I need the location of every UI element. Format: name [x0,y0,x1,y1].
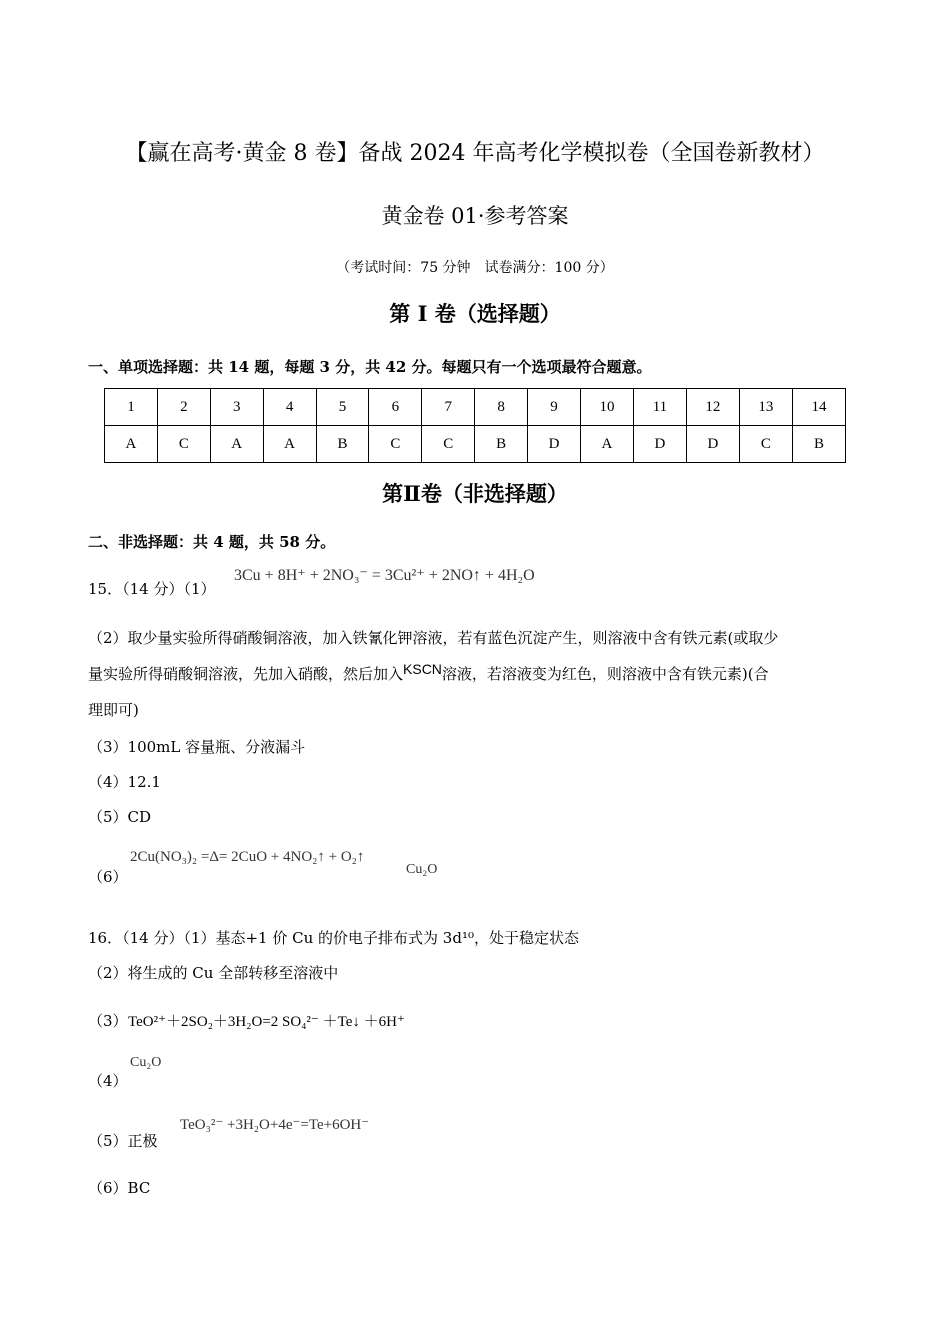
answer-cell: D [633,426,686,463]
q15-answer-4: （4）12.1 [88,773,161,791]
answer-cell: C [422,426,475,463]
q15-answer-6-label: （6） [88,868,128,886]
answer-table-answer-row [105,426,846,463]
q16-answer-3-label: （3） [88,1012,128,1030]
part1-title: 第 I 卷（选择题） [389,301,561,326]
answer-table [104,388,846,463]
q15-answer-2-text-b: 溶液，若溶液变为红色，则溶液中含有铁元素)(合 [441,665,769,683]
answer-cell: A [210,426,263,463]
question-number: 12 [686,389,739,426]
question-number: 1 [105,389,158,426]
answer-cell: C [369,426,422,463]
question-number: 2 [157,389,210,426]
answer-cell: B [792,426,845,463]
q15-answer-2-line-2 [88,663,769,684]
answer-table-number-row [105,389,846,426]
document-subtitle: 黄金卷 01·参考答案 [381,204,569,228]
question-number: 7 [422,389,475,426]
answer-cell: A [263,426,316,463]
question-number: 5 [316,389,369,426]
kscn-formula: KSCN [403,661,442,677]
question-number: 10 [580,389,633,426]
answer-cell: C [157,426,210,463]
q15-answer-6-equation: 2Cu(NO₃)₂ =Δ= 2CuO + 4NO₂↑ + O₂↑ [130,849,365,865]
question-number: 6 [369,389,422,426]
q16-answer-2: （2）将生成的 Cu 全部转移至溶液中 [88,964,339,982]
q16-answer-3-equation: TeO²⁺＋2SO₂＋3H₂O=2 SO₄²⁻ ＋Te↓ ＋6H⁺ [128,1014,405,1030]
q15-answer-2-line-1: （2）取少量实验所得硝酸铜溶液，加入铁氰化钾溶液，若有蓝色沉淀产生，则溶液中含有铁元素(或取少 [88,629,779,647]
question-number: 4 [263,389,316,426]
answer-cell: B [475,426,528,463]
q15-answer-5: （5）CD [88,808,152,826]
part2-title: 第Ⅱ卷（非选择题） [382,481,568,506]
q16-answer-5-label: （5）正极 [88,1132,158,1150]
question-number: 8 [475,389,528,426]
q15-label: 15．（14 分）（1） [88,580,216,598]
answer-cell: C [739,426,792,463]
q15-answer-2-text-a: 量实验所得硝酸铜溶液，先加入硝酸，然后加入 [88,665,404,683]
part1-instructions: 一、单项选择题：共 14 题，每题 3 分，共 42 分。每题只有一个选项最符合题意。 [88,358,652,376]
q16-answer-4-cu2o: Cu₂O [130,1055,162,1070]
question-number: 13 [739,389,792,426]
q16-answer-4-label: （4） [88,1072,128,1090]
answer-cell: D [686,426,739,463]
answer-cell: D [528,426,581,463]
document-title: 【赢在高考·黄金 8 卷】备战 2024 年高考化学模拟卷（全国卷新教材） [125,141,825,166]
question-number: 14 [792,389,845,426]
q15-answer-2-line-3: 理即可) [88,701,139,719]
q16-answer-5-equation: TeO₃²⁻ +3H₂O+4e⁻=Te+6OH⁻ [180,1117,370,1133]
question-number: 11 [633,389,686,426]
q15-answer-6-cu2o: Cu₂O [406,862,438,877]
exam-info: （考试时间：75 分钟 试卷满分：100 分） [336,260,614,276]
question-number: 9 [528,389,581,426]
answer-cell: A [580,426,633,463]
answer-cell: A [105,426,158,463]
q16-answer-6: （6）BC [88,1179,151,1197]
q15-answer-3: （3）100mL 容量瓶、分液漏斗 [88,738,306,756]
question-number: 3 [210,389,263,426]
q15-equation-1: 3Cu + 8H⁺ + 2NO₃⁻ = 3Cu²⁺ + 2NO↑ + 4H₂O [234,567,535,584]
part2-instructions: 二、非选择题：共 4 题，共 58 分。 [88,533,336,551]
answer-cell: B [316,426,369,463]
q16-answer-1: 16．（14 分）（1）基态+1 价 Cu 的价电子排布式为 3d¹⁰，处于稳定状态 [88,929,579,947]
